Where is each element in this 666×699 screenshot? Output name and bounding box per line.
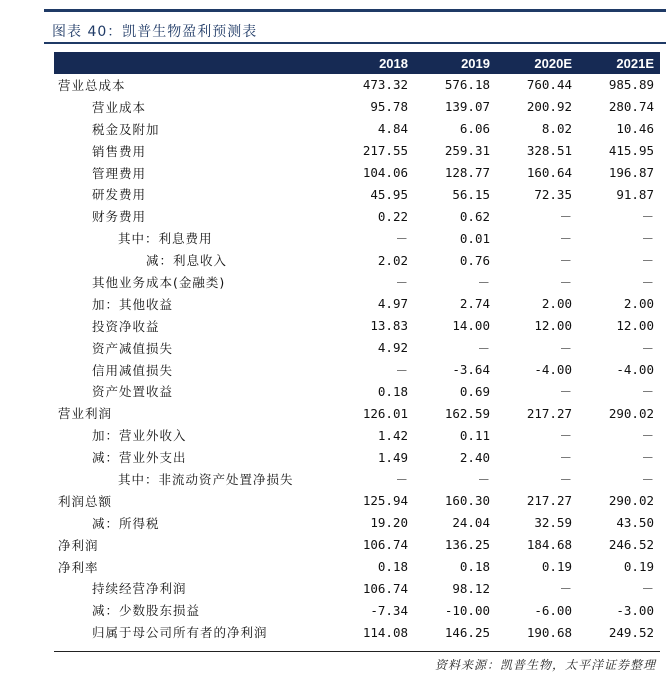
cell-value: -4.00 (616, 362, 654, 378)
cell-value: － (395, 231, 408, 247)
row-label: 持续经营净利润 (92, 581, 187, 597)
cell-value: 217.55 (362, 143, 408, 159)
table-row (54, 337, 660, 359)
row-label: 资产处置收益 (92, 384, 174, 400)
cell-value: 290.02 (608, 405, 654, 421)
cell-value: 4.84 (377, 121, 408, 137)
table-row (54, 227, 660, 249)
cell-value: － (641, 581, 654, 597)
table-row (54, 424, 660, 446)
cell-value: 160.64 (526, 165, 572, 180)
row-label: 归属于母公司所有者的净利润 (92, 625, 268, 641)
column-header-2020e: 2020E (496, 52, 578, 74)
cell-value: 8.02 (541, 121, 572, 137)
cell-value: 56.15 (452, 186, 490, 202)
cell-value: 217.27 (526, 493, 572, 509)
bottom-rule (54, 651, 660, 652)
row-label: 投资净收益 (92, 318, 160, 334)
cell-value: 43.50 (616, 515, 654, 531)
table-row (54, 293, 660, 315)
table-row (54, 534, 660, 556)
cell-value: － (559, 450, 572, 466)
cell-value: 473.32 (362, 77, 408, 93)
row-label: 净利率 (58, 559, 99, 575)
cell-value: 13.83 (370, 318, 408, 334)
table-row (54, 380, 660, 402)
figure-title: 图表 40：凯普生物盈利预测表 (52, 24, 258, 40)
cell-value: 760.44 (526, 77, 572, 93)
table-row (54, 599, 660, 621)
cell-value: 98.12 (452, 580, 490, 596)
cell-value: 106.74 (362, 537, 408, 553)
cell-value: 139.07 (444, 99, 490, 115)
source-note: 资料来源：凯普生物，太平洋证券整理 (434, 658, 656, 672)
row-label: 减：少数股东损益 (92, 603, 201, 619)
cell-value: 576.18 (444, 77, 490, 93)
cell-value: 2.40 (459, 449, 490, 465)
cell-value: － (641, 384, 654, 400)
cell-value: 328.51 (526, 143, 572, 159)
cell-value: 2.00 (541, 296, 572, 312)
cell-value: － (395, 362, 408, 378)
cell-value: 4.97 (377, 296, 408, 312)
cell-value: 246.52 (608, 537, 654, 553)
cell-value: － (641, 274, 654, 290)
cell-value: 184.68 (526, 537, 572, 553)
table-row (54, 621, 660, 643)
table-row (54, 249, 660, 271)
row-label: 利润总额 (58, 493, 113, 509)
cell-value: 290.02 (608, 493, 654, 509)
cell-value: 12.00 (616, 318, 654, 334)
cell-value: － (559, 581, 572, 597)
cell-value: 2.02 (377, 252, 408, 268)
cell-value: － (559, 428, 572, 444)
column-header-label (54, 52, 330, 74)
cell-value: 2.74 (459, 296, 490, 312)
table-row (54, 446, 660, 468)
cell-value: 95.78 (370, 99, 408, 115)
row-label: 其中：非流动资产处置净损失 (118, 471, 294, 487)
row-label: 税金及附加 (92, 121, 160, 137)
column-header-2018: 2018 (330, 52, 414, 74)
cell-value: 0.18 (377, 383, 408, 399)
table-row (54, 402, 660, 424)
row-label: 资产减值损失 (92, 340, 174, 356)
column-header-2019: 2019 (414, 52, 496, 74)
cell-value: 24.04 (452, 515, 490, 531)
cell-value: 72.35 (534, 186, 572, 202)
cell-value: － (477, 274, 490, 290)
cell-value: 0.11 (459, 427, 490, 443)
row-label: 净利润 (58, 537, 99, 553)
figure-title-bar (44, 20, 666, 44)
cell-value: 45.95 (370, 186, 408, 202)
cell-value: -3.00 (616, 602, 654, 618)
cell-value: 32.59 (534, 515, 572, 531)
row-label: 管理费用 (92, 165, 147, 181)
cell-value: － (559, 253, 572, 269)
row-label: 营业利润 (58, 406, 113, 422)
cell-value: 0.19 (623, 559, 654, 575)
cell-value: 10.46 (616, 121, 654, 137)
cell-value: 160.30 (444, 493, 490, 509)
cell-value: － (477, 471, 490, 487)
cell-value: － (559, 231, 572, 247)
cell-value: 1.49 (377, 449, 408, 465)
cell-value: － (641, 209, 654, 225)
cell-value: -10.00 (444, 602, 490, 618)
cell-value: － (395, 274, 408, 290)
table-body (54, 74, 660, 643)
cell-value: － (641, 450, 654, 466)
table-row (54, 468, 660, 490)
cell-value: － (641, 340, 654, 356)
cell-value: 280.74 (608, 99, 654, 115)
row-label: 减：利息收入 (146, 253, 228, 269)
table-row (54, 315, 660, 337)
table-row (54, 74, 660, 96)
cell-value: 162.59 (444, 405, 490, 421)
cell-value: 114.08 (362, 624, 408, 640)
table-row (54, 140, 660, 162)
row-label: 营业总成本 (58, 77, 126, 93)
cell-value: 0.76 (459, 252, 490, 268)
cell-value: － (559, 471, 572, 487)
cell-value: 12.00 (534, 318, 572, 334)
cell-value: － (395, 471, 408, 487)
cell-value: 0.69 (459, 383, 490, 399)
cell-value: － (559, 209, 572, 225)
cell-value: － (559, 274, 572, 290)
cell-value: -6.00 (534, 602, 572, 618)
cell-value: 200.92 (526, 99, 572, 115)
cell-value: － (559, 384, 572, 400)
cell-value: － (641, 253, 654, 269)
cell-value: 415.95 (608, 143, 654, 159)
cell-value: 91.87 (616, 186, 654, 202)
cell-value: 0.62 (459, 208, 490, 224)
table-row (54, 205, 660, 227)
cell-value: 0.19 (541, 559, 572, 575)
header-row (54, 52, 660, 74)
cell-value: － (641, 471, 654, 487)
table-row (54, 490, 660, 512)
cell-value: 1.42 (377, 427, 408, 443)
cell-value: 985.89 (608, 77, 654, 93)
table-row (54, 577, 660, 599)
table-row (54, 183, 660, 205)
table-row (54, 162, 660, 184)
row-label: 加：营业外收入 (92, 428, 187, 444)
row-label: 销售费用 (92, 143, 147, 159)
cell-value: 0.22 (377, 208, 408, 224)
cell-value: 259.31 (444, 143, 490, 159)
cell-value: 6.06 (459, 121, 490, 137)
row-label: 其他业务成本(金融类) (92, 274, 226, 290)
row-label: 营业成本 (92, 99, 147, 115)
cell-value: 249.52 (608, 624, 654, 640)
cell-value: 0.18 (377, 559, 408, 575)
cell-value: -7.34 (370, 602, 408, 618)
row-label: 财务费用 (92, 209, 147, 225)
cell-value: － (559, 340, 572, 356)
table-row (54, 96, 660, 118)
row-label: 减：所得税 (92, 515, 160, 531)
cell-value: 217.27 (526, 405, 572, 421)
cell-value: 14.00 (452, 318, 490, 334)
cell-value: 0.18 (459, 559, 490, 575)
cell-value: 125.94 (362, 493, 408, 509)
cell-value: 19.20 (370, 515, 408, 531)
cell-value: － (641, 231, 654, 247)
row-label: 减：营业外支出 (92, 450, 187, 466)
cell-value: 136.25 (444, 537, 490, 553)
cell-value: 2.00 (623, 296, 654, 312)
table-row (54, 512, 660, 534)
cell-value: 128.77 (444, 165, 490, 180)
row-label: 其中：利息费用 (118, 231, 213, 247)
column-header-2021e: 2021E (578, 52, 660, 74)
cell-value: 146.25 (444, 624, 490, 640)
table-row (54, 359, 660, 381)
row-label: 信用减值损失 (92, 362, 174, 378)
row-label: 加：其他收益 (92, 296, 174, 312)
cell-value: 0.01 (459, 230, 490, 246)
cell-value: － (477, 340, 490, 356)
cell-value: 106.74 (362, 580, 408, 596)
cell-value: 104.06 (362, 165, 408, 180)
cell-value: 4.92 (377, 340, 408, 356)
cell-value: 190.68 (526, 624, 572, 640)
cell-value: 126.01 (362, 405, 408, 421)
cell-value: － (641, 428, 654, 444)
row-label: 研发费用 (92, 187, 147, 203)
cell-value: 196.87 (608, 165, 654, 180)
table-row (54, 556, 660, 578)
table-row (54, 118, 660, 140)
top-rule (44, 9, 666, 12)
cell-value: -3.64 (452, 362, 490, 378)
profit-forecast-table (54, 52, 660, 643)
cell-value: -4.00 (534, 362, 572, 378)
table-row (54, 271, 660, 293)
